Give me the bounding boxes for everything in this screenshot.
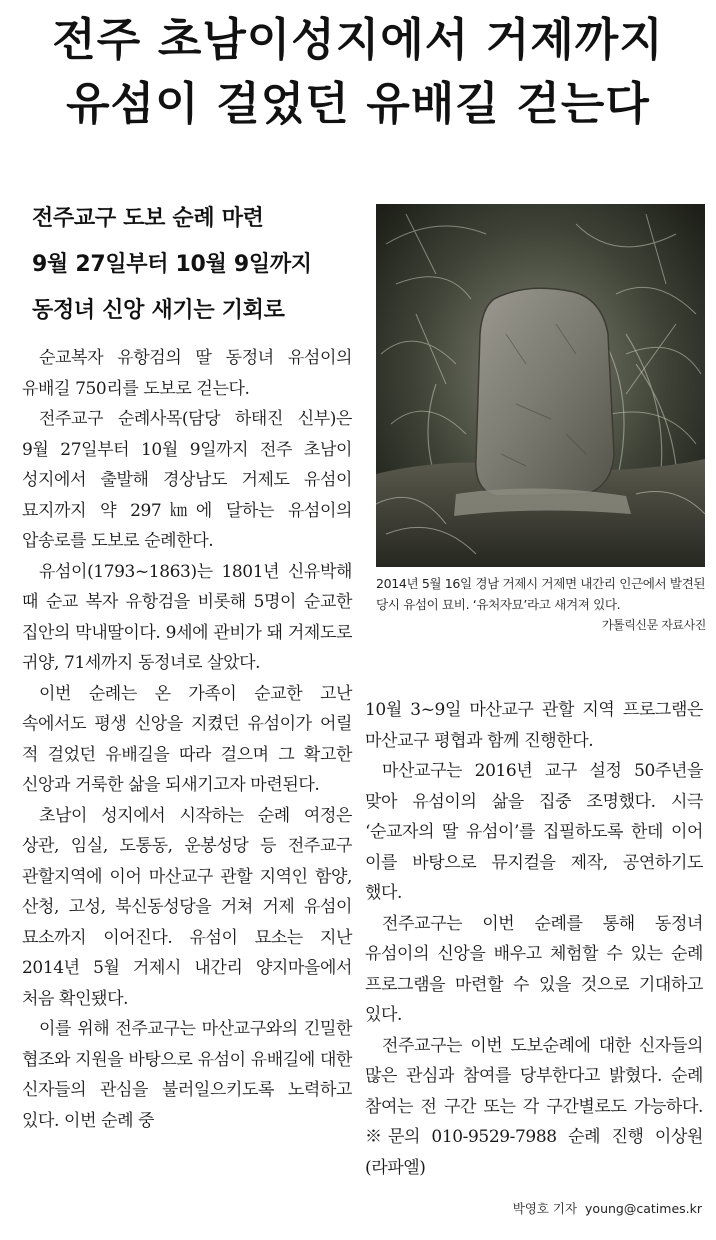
article-paragraph: 전주교구는 이번 순례를 통해 동정녀 유섬이의 신앙을 배우고 체험할 수 있는 순례 프로그램을 마련할 수 있을 것으로 기대하고 있다. xyxy=(365,913,703,1025)
tombstone-photo xyxy=(376,204,705,567)
byline xyxy=(513,1199,702,1217)
article-paragraph: 순교복자 유항검의 딸 동정녀 유섬이의 유배길 750리를 도보로 걷는다. xyxy=(22,348,352,399)
photo-caption xyxy=(376,573,706,636)
article-paragraph: 유섬이(1793~1863)는 1801년 신유박해 때 순교 복자 유항검을 비롯해 5명이 순교한 집안의 막내딸이다. 9세에 관비가 돼 거제도로 귀양, 71세까지 동정녀로 살았다. xyxy=(22,561,352,673)
article-paragraph: 전주교구 순례사목(담당 하태진 신부)은 9월 27일부터 10월 9일까지 전주 초남이 성지에서 출발해 경상남도 거제도 유섬이 묘지까지 약 297㎞에 달하는 유섬이의 압송로를 도보로 순례한다. xyxy=(22,409,352,551)
article-paragraph: 이번 순례는 온 가족이 순교한 고난 속에서도 평생 신앙을 지켰던 유섬이가 어릴 적 걸었던 유배길을 따라 걸으며 그 확고한 신앙과 거룩한 삶을 되새기고자 마련된다. xyxy=(22,683,352,795)
article-column-right xyxy=(365,695,703,1183)
subheadlines xyxy=(32,196,352,334)
headline-line-1: 전주 초남이성지에서 거제까지 xyxy=(52,13,664,66)
article-paragraph: 이를 위해 전주교구는 마산교구와의 긴밀한 협조와 지원을 바탕으로 유섬이 유배길에 대한 신자들의 관심을 불러일으키도록 노력하고 있다. 이번 순례 중 xyxy=(22,1019,352,1131)
article-column-left xyxy=(22,343,352,1136)
headline-line-2: 유섬이 걸었던 유배길 걷는다 xyxy=(66,77,650,130)
subheadline-2: 9월 27일부터 10월 9일까지 xyxy=(32,252,312,277)
subheadline-3: 동정녀 신앙 새기는 기회로 xyxy=(32,298,285,323)
headline xyxy=(0,8,716,136)
caption-text: 2014년 5월 16일 경남 거제시 거제면 내간리 인근에서 발견된 당시 유섬이 묘비. ‘유처자묘’라고 새겨져 있다. xyxy=(376,576,706,612)
reporter-name: 박영호 기자 xyxy=(512,1201,578,1216)
article-paragraph: 마산교구는 2016년 교구 설정 50주년을 맞아 유섬이의 삶을 집중 조명했다. 시극 ‘순교자의 딸 유섬이’를 집필하도록 한데 이어 이를 바탕으로 뮤지컬을 제작, 공연하기도 했다. xyxy=(365,761,703,903)
article-paragraph: 초남이 성지에서 시작하는 순례 여정은 상관, 임실, 도통동, 운봉성당 등 전주교구 관할지역에 이어 마산교구 관할 지역인 함양, 산청, 고성, 북신동성당을 거쳐 거제 유섬이 묘소까지 이어진다. 유섬이 묘소는 지난 2014년 5월 거제시 내간리 양지마을에서 처음 확인됐다. xyxy=(22,805,352,1009)
article-paragraph: 10월 3~9일 마산교구 관할 지역 프로그램은 마산교구 평협과 함께 진행한다. xyxy=(365,700,703,751)
subheadline-1: 전주교구 도보 순례 마련 xyxy=(32,206,264,231)
photo-credit: 가톨릭신문 자료사진 xyxy=(601,618,706,632)
reporter-email[interactable]: young@catimes.kr xyxy=(585,1201,702,1216)
article-paragraph: 전주교구는 이번 도보순례에 대한 신자들의 많은 관심과 참여를 당부한다고 밝혔다. 순례 참여는 전 구간 또는 각 구간별로도 가능하다. ※문의 010-9529-7988 순례 진행 이상원(라파엘) xyxy=(365,1035,703,1178)
